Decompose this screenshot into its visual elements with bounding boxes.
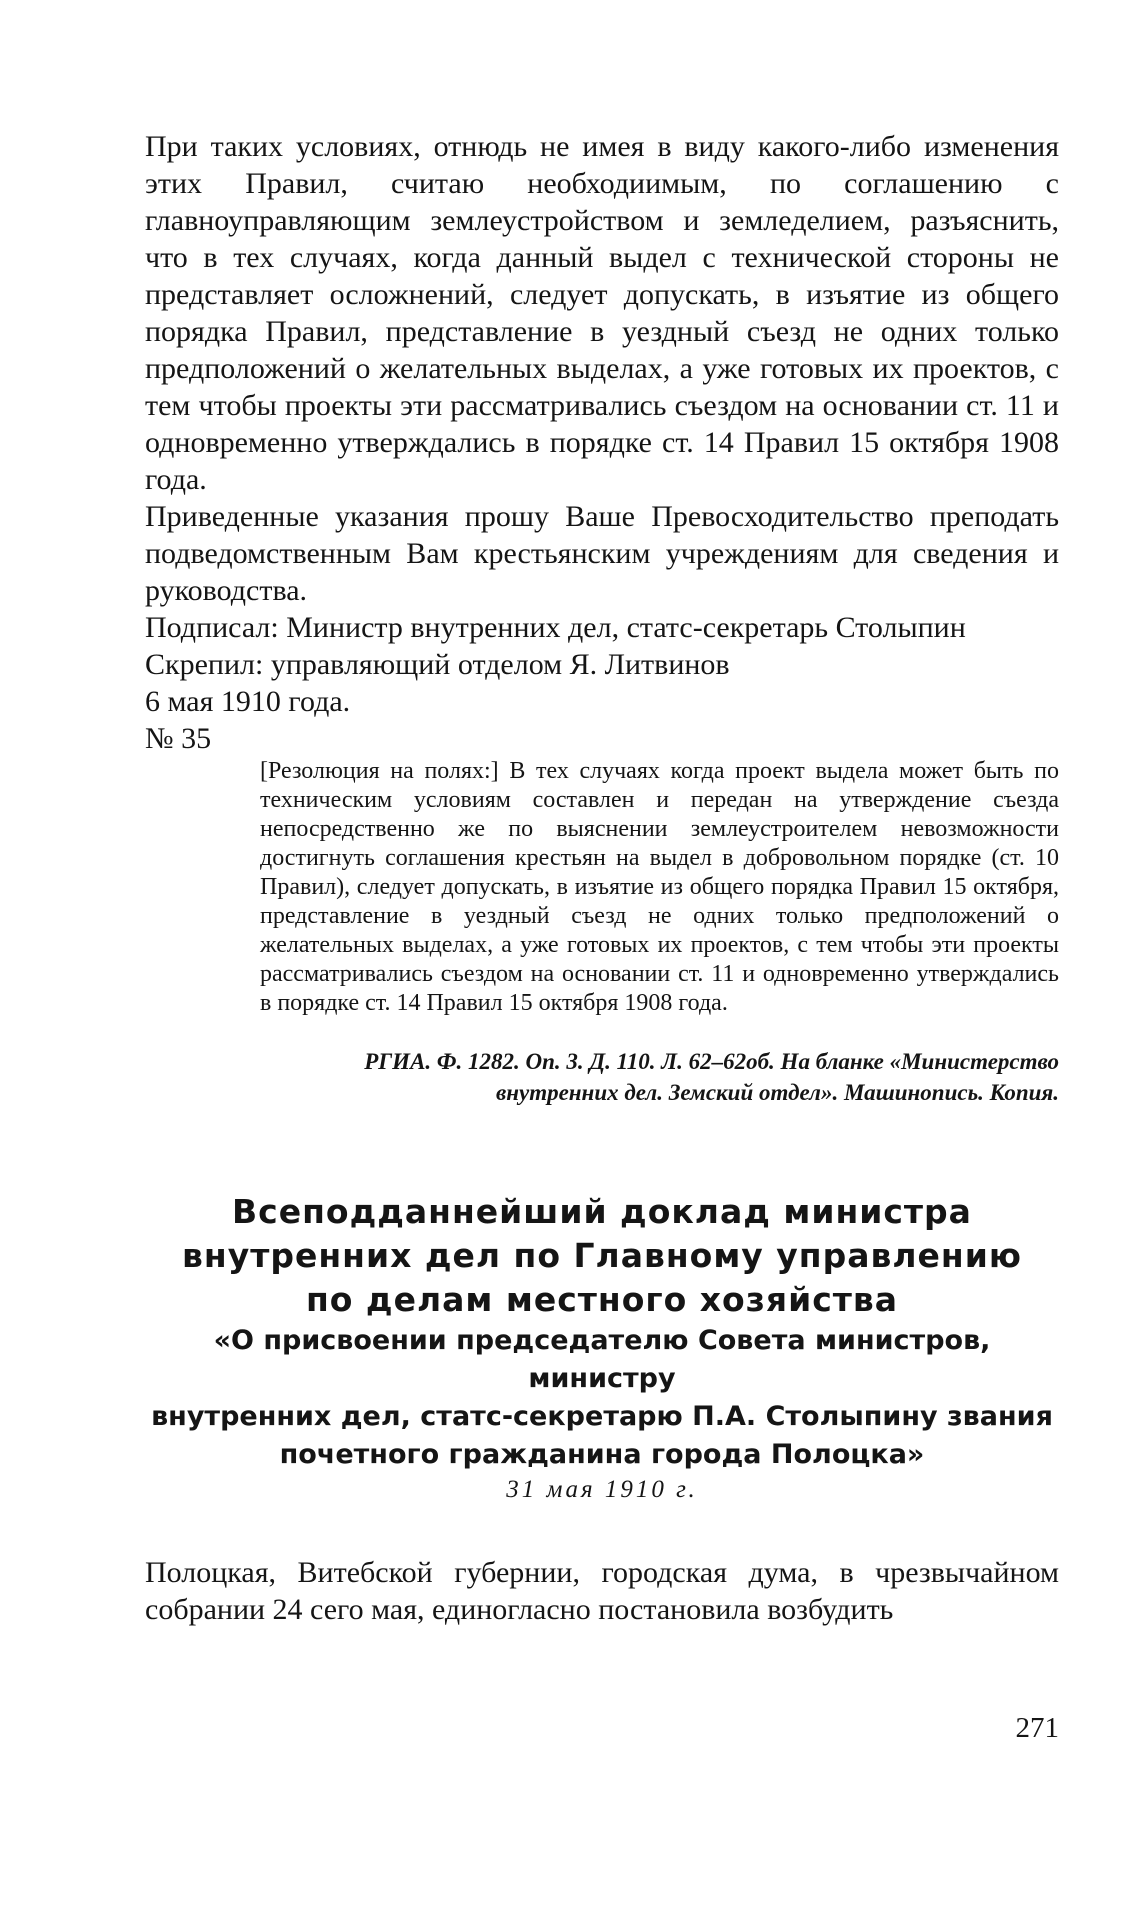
- page-number: 271: [1015, 1712, 1059, 1744]
- margin-resolution: [Резолюция на полях:] В тех случаях когда проект выдела может быть по техническим условиям составлен и передан на утверждение съезда непосредственно же по выяснении землеустроителем невозможности достигнуть соглашения крестьян на выдел в добровольном порядке (ст. 10 Правил), следует допускать, в изъятие из общего порядка Правил 15 октября, представление в уездный съезд не одних только предположений о желательных выделах, а уже готовых их проектов, с тем чтобы эти проекты рассматривались съездом на основании ст. 11 и одновременно утверждались в порядке ст. 14 Правил 15 октября 1908 года.: [260, 758, 1059, 1016]
- heading-subtitle-line-3: почетного гражданина города Полоцка»: [279, 1439, 925, 1470]
- body-paragraph-1: [145, 128, 1059, 498]
- document-page: [145, 128, 1059, 1628]
- heading-title-line-2: внутренних дел по Главному управлению: [182, 1236, 1022, 1275]
- body-paragraph-1-text: При таких условиях, отнюдь не имея в виду какого-либо изменения этих Правил, считаю необходиимым, по соглашению с главноуправляющим землеустройством и земледелием, разъяснить, что в тех случаях, когда данный выдел с технической стороны не представляет осложнений, следует допускать, в изъятие из общего порядка Правил, представление в уездный съезд не одних только предположений о желательных выделах, а уже готовых их проектов, с тем чтобы проекты эти рассматривались съездом на основании ст. 11 и одновременно утверждались в порядке ст. 14 Правил 15 октября 1908 года.: [145, 130, 1059, 496]
- body-paragraph-2-text: Приведенные указания прошу Ваше Превосходительство преподать подведомственным Вам крестьянским учреждениям для сведения и руководства.: [145, 500, 1059, 607]
- signature-countersigned: Скрепил: управляющий отделом Я. Литвинов: [145, 648, 730, 681]
- document-number: № 35: [145, 722, 212, 755]
- heading-title-line-3: по делам местного хозяйства: [305, 1280, 899, 1319]
- archival-source-line-1: РГИА. Ф. 1282. Оп. 3. Д. 110. Л. 62–62об. На бланке «Министерство: [364, 1049, 1059, 1074]
- closing-paragraph: [145, 1554, 1059, 1628]
- section-heading: [145, 1190, 1059, 1506]
- body-paragraph-2: [145, 498, 1059, 609]
- archival-source: [145, 1046, 1059, 1108]
- heading-date: 31 мая 1910 г.: [506, 1476, 698, 1503]
- heading-subtitle-line-1: «О присвоении председателю Совета министров, министру: [213, 1325, 991, 1394]
- document-date: 6 мая 1910 года.: [145, 685, 351, 718]
- heading-title-line-1: Всеподданнейший доклад министра: [232, 1192, 972, 1231]
- closing-paragraph-text: Полоцкая, Витебской губернии, городская дума, в чрезвычайном собрании 24 сего мая, единогласно постановила возбудить: [145, 1556, 1059, 1626]
- signature-signed: Подписал: Министр внутренних дел, статс-секретарь Столыпин: [145, 611, 966, 644]
- archival-source-line-2: внутренних дел. Земский отдел». Машинопись. Копия.: [495, 1080, 1059, 1105]
- heading-subtitle-line-2: внутренних дел, статс-секретарю П.А. Столыпину звания: [151, 1401, 1053, 1432]
